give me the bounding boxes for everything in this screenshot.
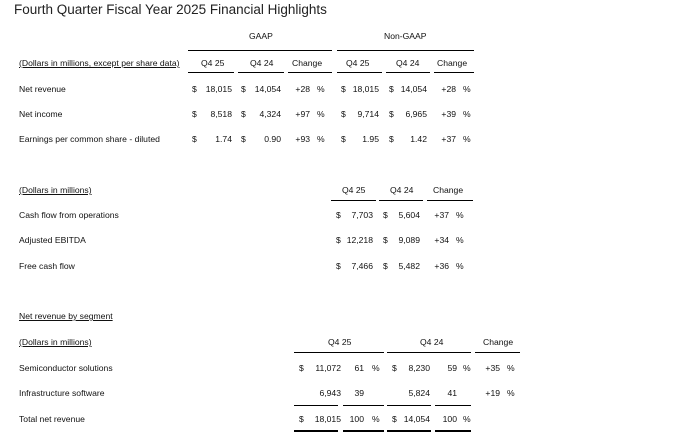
percent-sign: %: [372, 414, 380, 424]
percent-sign: %: [463, 414, 471, 424]
col-header-nongaap-q424: Q4 24: [396, 58, 420, 68]
gaap-q424-value: 0.90: [264, 134, 281, 144]
nongaap-change-value: +28: [441, 84, 456, 94]
percent-sign: %: [463, 109, 471, 119]
currency-symbol: $: [389, 84, 394, 94]
currency-symbol: $: [336, 235, 341, 245]
col-header-gaap-change: Change: [292, 58, 323, 68]
change-value: +37: [434, 210, 449, 220]
q425-share: 61: [354, 363, 364, 373]
q425-share: 39: [354, 388, 364, 398]
currency-symbol: $: [341, 84, 346, 94]
q424-share: 41: [447, 388, 457, 398]
col-header-q425: Q4 25: [328, 337, 352, 347]
q424-share: 100: [442, 414, 457, 424]
units-label: (Dollars in millions): [19, 185, 92, 195]
currency-symbol: $: [336, 210, 341, 220]
currency-symbol: $: [341, 134, 346, 144]
currency-symbol: $: [192, 134, 197, 144]
q424-value: 9,089: [398, 235, 420, 245]
header-rule: [386, 72, 430, 73]
subtotal-rule: [294, 405, 338, 406]
currency-symbol: $: [241, 134, 246, 144]
percent-sign: %: [463, 134, 471, 144]
header-rule: [434, 72, 474, 73]
header-rule: [188, 72, 234, 73]
units-label: (Dollars in millions, except per share data): [19, 58, 180, 68]
nongaap-q424-value: 6,965: [405, 109, 427, 119]
header-rule: [387, 352, 471, 353]
units-label: (Dollars in millions): [19, 337, 92, 347]
percent-sign: %: [317, 109, 325, 119]
nongaap-group-rule: [337, 50, 474, 51]
nongaap-group-header: Non-GAAP: [384, 31, 427, 41]
col-header-q424: Q4 24: [390, 185, 414, 195]
nongaap-change-value: +39: [441, 109, 456, 119]
q425-share: 100: [349, 414, 364, 424]
row-label: Free cash flow: [19, 261, 75, 271]
q425-value: 12,218: [346, 235, 373, 245]
percent-sign: %: [456, 210, 464, 220]
col-header-change: Change: [433, 185, 464, 195]
q424-value: 14,054: [403, 414, 430, 424]
q425-value: 7,703: [351, 210, 373, 220]
subtotal-rule: [343, 405, 384, 406]
row-label: Net revenue: [19, 84, 66, 94]
currency-symbol: $: [192, 84, 197, 94]
header-rule: [427, 200, 473, 201]
currency-symbol: $: [383, 261, 388, 271]
header-rule: [288, 72, 332, 73]
q424-share: 59: [447, 363, 457, 373]
q425-value: 11,072: [315, 363, 341, 373]
row-label: Net income: [19, 109, 63, 119]
nongaap-q424-value: 1.42: [410, 134, 427, 144]
header-rule: [294, 352, 384, 353]
currency-symbol: $: [241, 109, 246, 119]
currency-symbol: $: [389, 109, 394, 119]
nongaap-q424-value: 14,054: [400, 84, 427, 94]
total-rule: [435, 430, 471, 432]
q424-value: 5,604: [398, 210, 420, 220]
q424-value: 5,824: [408, 388, 430, 398]
col-header-nongaap-q425: Q4 25: [346, 58, 370, 68]
header-rule: [331, 200, 376, 201]
total-rule: [343, 430, 384, 432]
percent-sign: %: [456, 235, 464, 245]
row-label: Adjusted EBITDA: [19, 235, 86, 245]
gaap-change-value: +28: [295, 84, 310, 94]
col-header-gaap-q424: Q4 24: [250, 58, 274, 68]
q424-value: 8,230: [408, 363, 430, 373]
page-title: Fourth Quarter Fiscal Year 2025 Financial Highlights: [14, 2, 327, 17]
row-label: Semiconductor solutions: [19, 363, 113, 373]
row-label: Earnings per common share - diluted: [19, 134, 160, 144]
nongaap-q425-value: 1.95: [362, 134, 379, 144]
col-header-q424: Q4 24: [420, 337, 444, 347]
change-value: +34: [434, 235, 449, 245]
header-rule: [379, 200, 423, 201]
currency-symbol: $: [299, 414, 304, 424]
percent-sign: %: [507, 363, 515, 373]
gaap-q425-value: 18,015: [205, 84, 232, 94]
gaap-q424-value: 4,324: [259, 109, 281, 119]
change-value: +19: [485, 388, 500, 398]
total-rule: [387, 430, 431, 432]
currency-symbol: $: [341, 109, 346, 119]
currency-symbol: $: [299, 363, 304, 373]
gaap-q424-value: 14,054: [254, 84, 281, 94]
currency-symbol: $: [383, 235, 388, 245]
percent-sign: %: [372, 363, 380, 373]
currency-symbol: $: [241, 84, 246, 94]
percent-sign: %: [463, 363, 471, 373]
percent-sign: %: [507, 388, 515, 398]
header-rule: [238, 72, 284, 73]
col-header-gaap-q425: Q4 25: [201, 58, 225, 68]
nongaap-q425-value: 9,714: [357, 109, 379, 119]
currency-symbol: $: [392, 414, 397, 424]
currency-symbol: $: [389, 134, 394, 144]
gaap-change-value: +93: [295, 134, 310, 144]
gaap-q425-value: 8,518: [210, 109, 232, 119]
total-rule: [294, 430, 338, 432]
col-header-q425: Q4 25: [342, 185, 366, 195]
row-label: Infrastructure software: [19, 388, 105, 398]
q425-value: 6,943: [319, 388, 341, 398]
currency-symbol: $: [383, 210, 388, 220]
header-rule: [475, 352, 520, 353]
nongaap-q425-value: 18,015: [352, 84, 379, 94]
subtotal-rule: [435, 405, 471, 406]
change-value: +35: [485, 363, 500, 373]
currency-symbol: $: [392, 363, 397, 373]
q425-value: 18,015: [314, 414, 341, 424]
row-label: Cash flow from operations: [19, 210, 119, 220]
nongaap-change-value: +37: [441, 134, 456, 144]
col-header-change: Change: [483, 337, 514, 347]
percent-sign: %: [456, 261, 464, 271]
gaap-group-rule: [188, 50, 332, 51]
gaap-change-value: +97: [295, 109, 310, 119]
subtotal-rule: [387, 405, 431, 406]
percent-sign: %: [317, 134, 325, 144]
percent-sign: %: [317, 84, 325, 94]
change-value: +36: [434, 261, 449, 271]
currency-symbol: $: [192, 109, 197, 119]
currency-symbol: $: [336, 261, 341, 271]
gaap-group-header: GAAP: [249, 31, 273, 41]
q425-value: 7,466: [351, 261, 373, 271]
col-header-nongaap-change: Change: [437, 58, 468, 68]
section-heading: Net revenue by segment: [19, 311, 113, 321]
q424-value: 5,482: [398, 261, 420, 271]
percent-sign: %: [463, 84, 471, 94]
gaap-q425-value: 1.74: [215, 134, 232, 144]
header-rule: [337, 72, 382, 73]
row-label: Total net revenue: [19, 414, 85, 424]
